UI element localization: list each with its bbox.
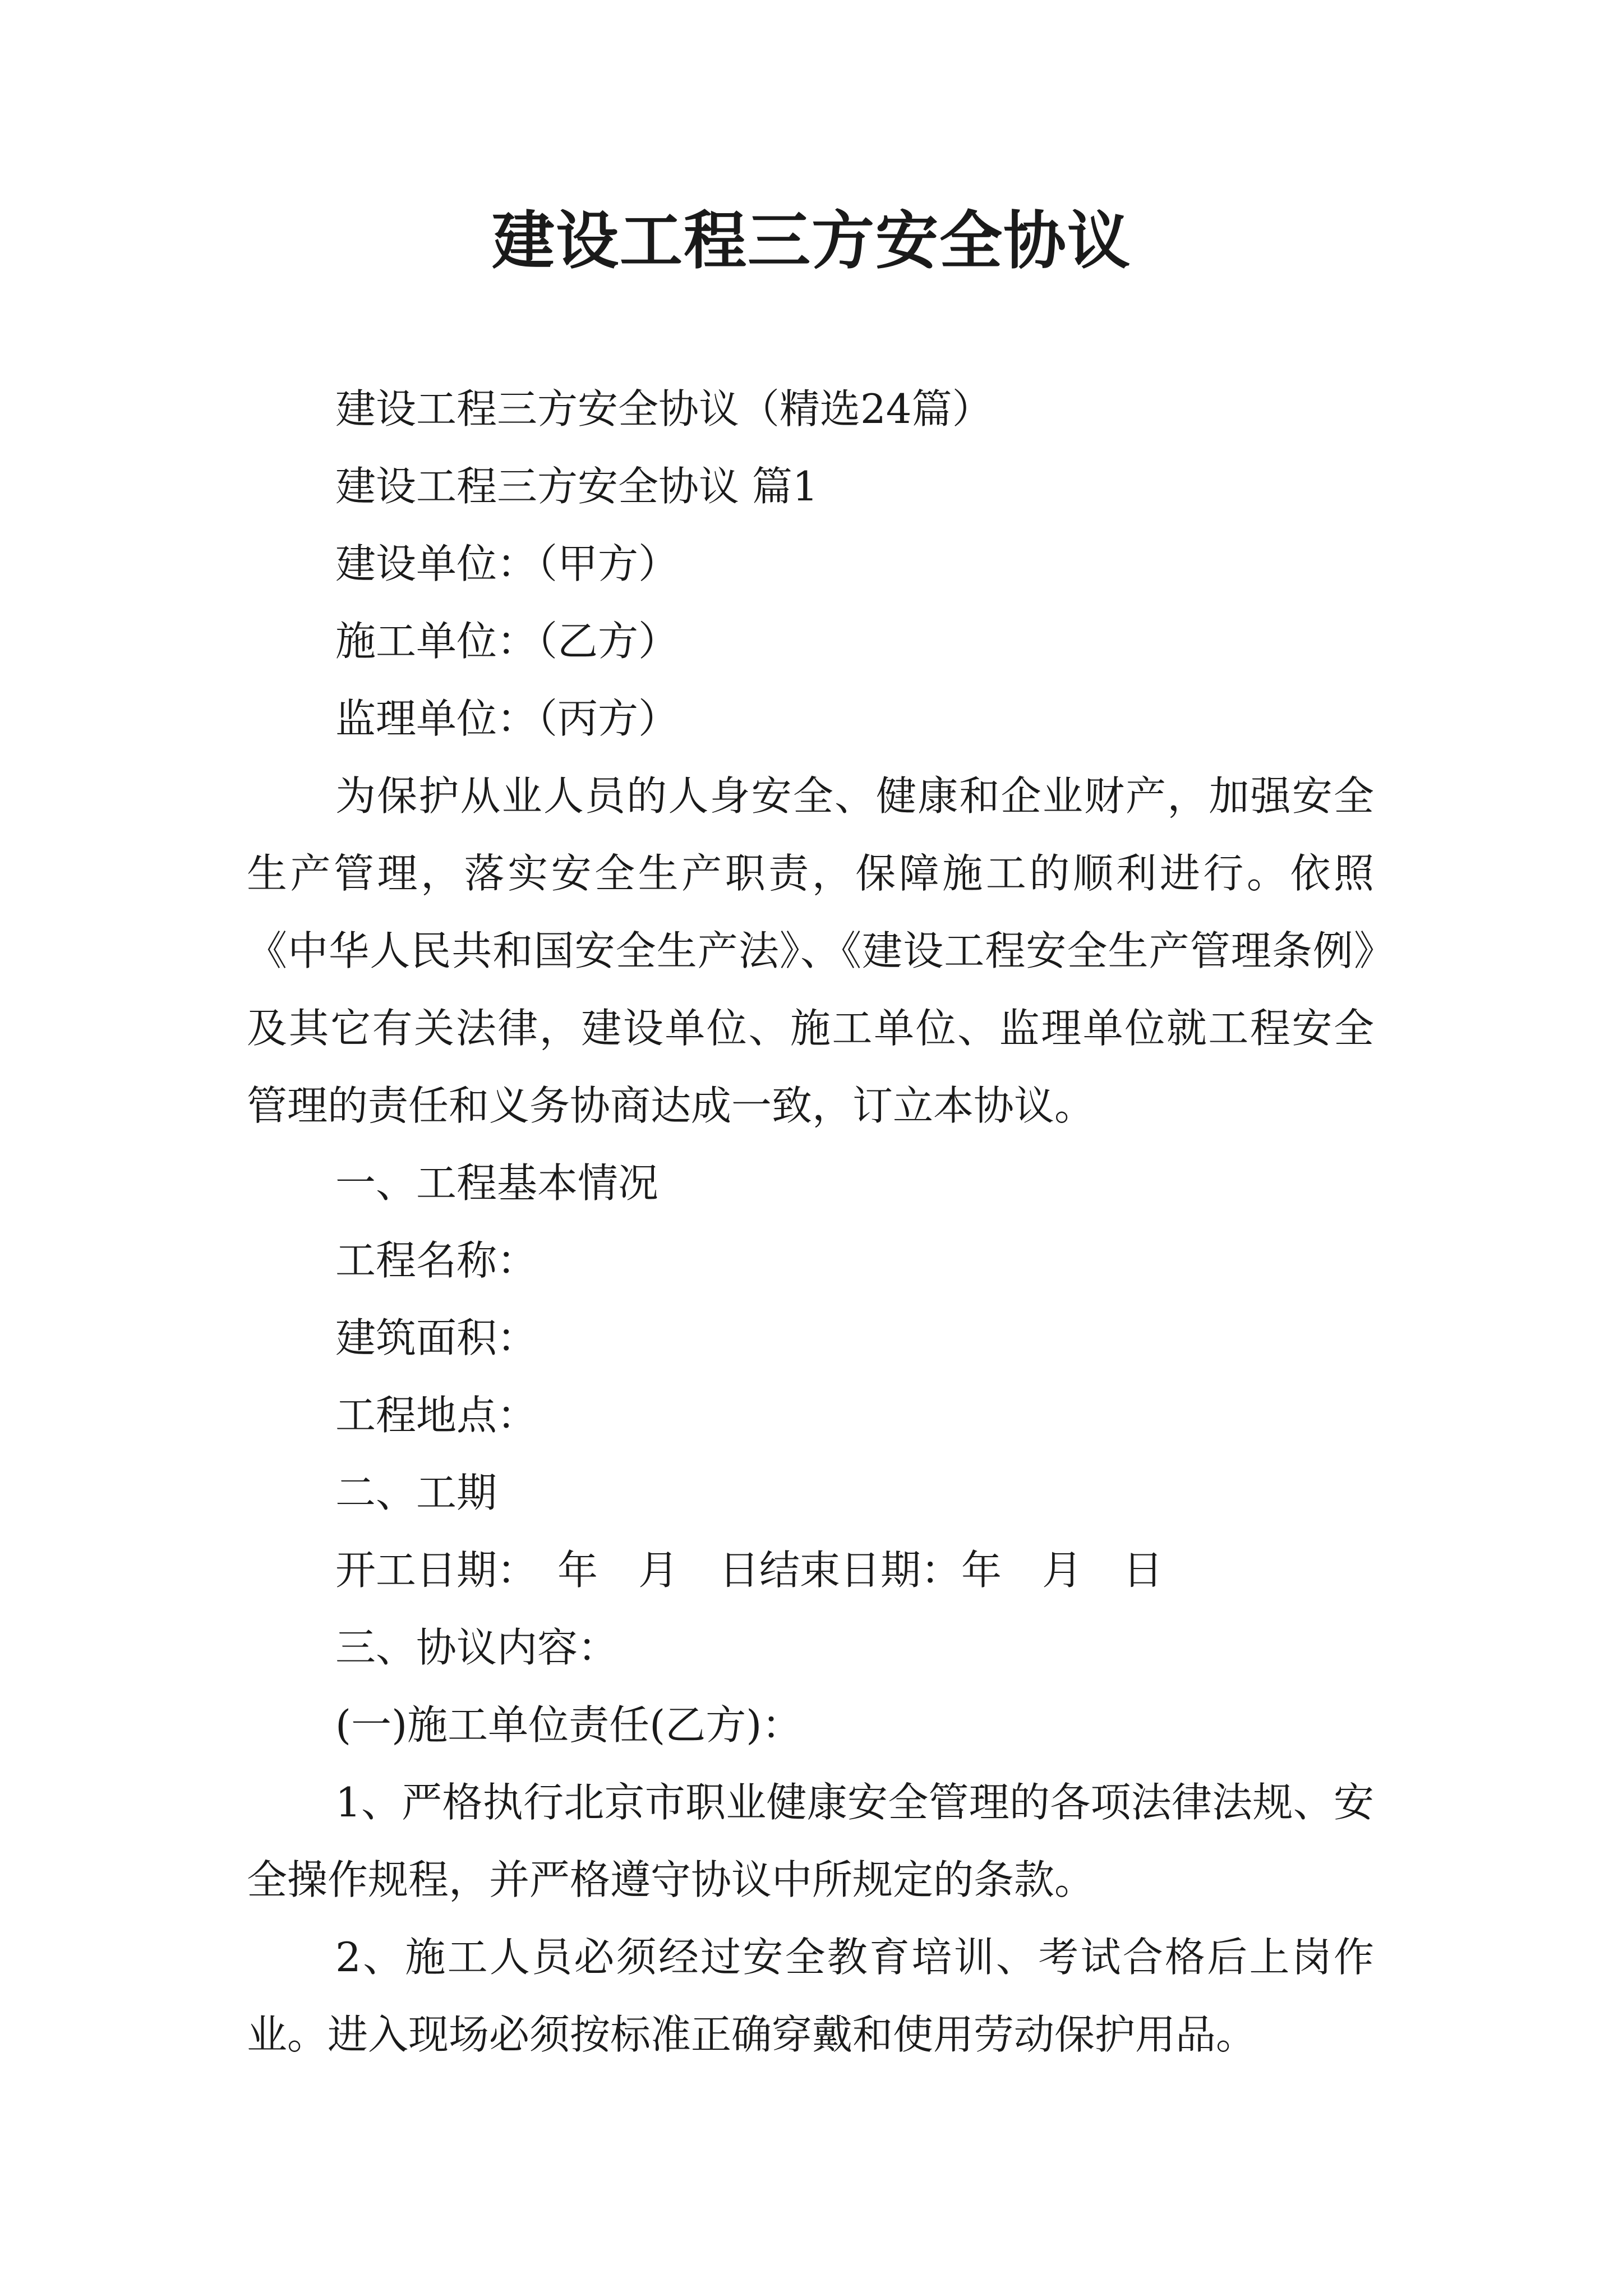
- section-heading-content: 三、协议内容：: [335, 1624, 619, 1671]
- document-subtitle: 建设工程三方安全协议（精选24篇）: [335, 385, 993, 432]
- dates-line: 开工日期： 年 月 日结束日期：年 月 日: [335, 1547, 1164, 1594]
- document-title: 建设工程三方安全协议: [492, 204, 1131, 278]
- chapter-heading: 建设工程三方安全协议 篇1: [335, 463, 818, 510]
- party-a-line: 建设单位：（甲方）: [335, 540, 679, 587]
- section-heading-basic-info: 一、工程基本情况: [335, 1159, 659, 1207]
- clause-item-2: 2、施工人员必须经过安全教育培训、考试合格后上岗作业。进入现场必须按标准正确穿戴和使用劳动保护用品。: [247, 1934, 1374, 2058]
- clause-item-1: 1、严格执行北京市职业健康安全管理的各项法律法规、安全操作规程，并严格遵守协议中所规定的条款。: [247, 1779, 1374, 1903]
- party-c-line: 监理单位：（丙方）: [335, 695, 679, 742]
- project-location-field: 工程地点：: [335, 1392, 538, 1439]
- party-b-line: 施工单位：（乙方）: [335, 618, 679, 665]
- section-heading-schedule: 二、工期: [335, 1469, 497, 1516]
- building-area-field: 建筑面积：: [335, 1314, 538, 1361]
- document-body: [247, 370, 1374, 2073]
- subsection-heading-contractor: (一)施工单位责任(乙方)：: [335, 1701, 803, 1749]
- intro-paragraph: 为保护从业人员的人身安全、健康和企业财产，加强安全生产管理，落实安全生产职责，保障施工的顺利进行。依照《中华人民共和国安全生产法》、《建设工程安全生产管理条例》及其它有关法律，建设单位、施工单位、监理单位就工程安全管理的责任和义务协商达成一致，订立本协议。: [247, 772, 1374, 1129]
- project-name-field: 工程名称：: [335, 1237, 538, 1284]
